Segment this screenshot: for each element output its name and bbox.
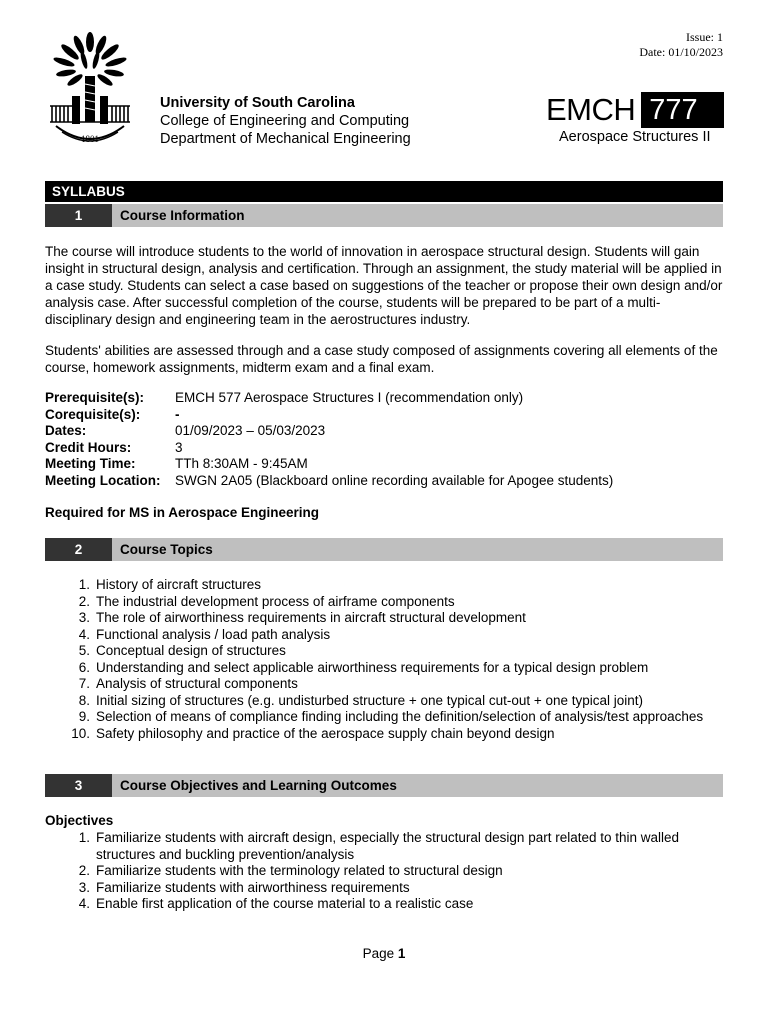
item-text: Safety philosophy and practice of the aerospace supply chain beyond design	[96, 725, 555, 741]
item-text: Selection of means of compliance finding including the definition/selection of analysis/test approaches	[96, 709, 704, 724]
info-label: Corequisite(s):	[45, 406, 141, 422]
list-item	[45, 693, 735, 710]
course-title: Aerospace Structures II	[559, 129, 711, 145]
item-number: 4.	[78, 626, 90, 642]
syllabus-label: SYLLABUS	[52, 184, 125, 199]
section-number: 2	[45, 538, 112, 561]
item-text: History of aircraft structures	[96, 577, 262, 592]
item-text: Enable first application of the course material to a realistic case	[96, 896, 474, 911]
section-header-course-topics	[45, 538, 723, 561]
item-number: 3.	[78, 610, 90, 625]
list-item	[45, 577, 735, 594]
item-number: 2.	[78, 863, 90, 878]
section-title: Course Topics	[120, 542, 213, 557]
info-value: TTh 8:30AM - 9:45AM	[175, 456, 308, 471]
info-value: EMCH 577 Aerospace Structures I (recommendation only)	[175, 390, 524, 405]
info-label: Meeting Location:	[45, 472, 161, 488]
list-item	[45, 627, 735, 644]
course-code	[546, 90, 724, 130]
info-label: Prerequisite(s):	[45, 390, 145, 405]
item-text: The role of airworthiness requirements in aircraft structural development	[96, 610, 526, 625]
institution-block	[160, 94, 411, 148]
section-number: 1	[45, 204, 112, 227]
issue-info	[639, 30, 723, 60]
info-row	[45, 473, 613, 490]
logo-year: 1801	[81, 134, 99, 144]
list-item	[45, 709, 735, 726]
item-text: Familiarize students with aircraft design, especially the structural design part related to thin walled structures and buckling prevention/analysis	[96, 830, 680, 862]
list-item	[45, 594, 735, 611]
item-number: 5.	[78, 643, 90, 658]
page-label: Page	[362, 946, 395, 961]
page-footer	[0, 946, 768, 961]
info-value: SWGN 2A05 (Blackboard online recording available for Apogee students)	[175, 472, 614, 488]
item-number: 9.	[78, 709, 90, 724]
item-text: Initial sizing of structures (e.g. undisturbed structure + one typical cut-out + one typical joint)	[96, 692, 644, 708]
assessment-description: Students' abilities are assessed through and a case study composed of assignments covering all elements of the course, homework assignments, midterm exam and a final exam.	[45, 343, 718, 375]
info-value: 3	[175, 439, 183, 455]
item-number: 3.	[78, 879, 90, 895]
required-note: Required for MS in Aerospace Engineering	[45, 505, 320, 520]
issue-date: Date: 01/10/2023	[639, 45, 723, 59]
college-name: College of Engineering and Computing	[160, 113, 410, 129]
item-number: 7.	[78, 676, 90, 691]
item-number: 2.	[78, 593, 90, 609]
list-item	[45, 863, 725, 880]
objectives-list	[45, 830, 725, 913]
list-item	[45, 896, 725, 913]
info-row	[45, 456, 613, 473]
info-value: -	[175, 406, 180, 422]
course-number: 777	[641, 92, 723, 128]
item-text: Familiarize students with the terminology related to structural design	[96, 863, 503, 878]
item-text: Conceptual design of structures	[96, 643, 286, 658]
issue-number: Issue: 1	[686, 30, 723, 44]
course-info-table	[45, 390, 613, 489]
list-item	[45, 726, 735, 743]
list-item	[45, 830, 725, 863]
syllabus-bar	[45, 181, 723, 202]
list-item	[45, 643, 735, 660]
palmetto-tree-logo	[46, 30, 134, 150]
section-number: 3	[45, 774, 112, 797]
item-number: 1.	[78, 577, 90, 592]
item-text: Analysis of structural components	[96, 676, 298, 691]
item-text: Familiarize students with airworthiness requirements	[96, 879, 410, 895]
info-row	[45, 407, 613, 424]
info-label: Meeting Time:	[45, 456, 136, 471]
department-name: Department of Mechanical Engineering	[160, 131, 411, 147]
item-number: 6.	[78, 659, 90, 675]
course-description: The course will introduce students to the world of innovation in aerospace structural design. Students will gain insight in structural design, analysis and certification. Through an assignment, the study material will be applied in a case study. Students can select a case based on suggestions of the teacher or propose their own design and/or analysis case. After successful completion of the course, students will be prepared to be part of a multi-disciplinary design and engineering team in the aerostructures industry.	[45, 244, 723, 327]
item-number: 4.	[78, 896, 90, 911]
item-text: Understanding and select applicable airworthiness requirements for a typical design problem	[96, 659, 649, 675]
item-text: The industrial development process of airframe components	[96, 593, 455, 609]
objectives-heading: Objectives	[45, 813, 114, 828]
info-label: Credit Hours:	[45, 439, 132, 455]
info-row	[45, 390, 613, 407]
section-title: Course Information	[120, 208, 245, 223]
list-item	[45, 880, 725, 897]
course-prefix: EMCH	[546, 92, 636, 127]
list-item	[45, 660, 735, 677]
topics-list	[45, 577, 735, 742]
info-label: Dates:	[45, 423, 87, 438]
info-value: 01/09/2023 – 05/03/2023	[175, 423, 326, 438]
list-item	[45, 610, 735, 627]
item-text: Functional analysis / load path analysis	[96, 626, 331, 642]
list-item	[45, 676, 735, 693]
info-row	[45, 423, 613, 440]
info-row	[45, 440, 613, 457]
section-header-objectives-outcomes	[45, 774, 723, 797]
university-name: University of South Carolina	[160, 95, 355, 111]
page-number: 1	[397, 946, 406, 961]
item-number: 10.	[71, 725, 90, 741]
item-number: 1.	[78, 830, 90, 845]
section-header-course-information	[45, 204, 723, 227]
section-title: Course Objectives and Learning Outcomes	[120, 778, 397, 793]
item-number: 8.	[78, 692, 90, 708]
